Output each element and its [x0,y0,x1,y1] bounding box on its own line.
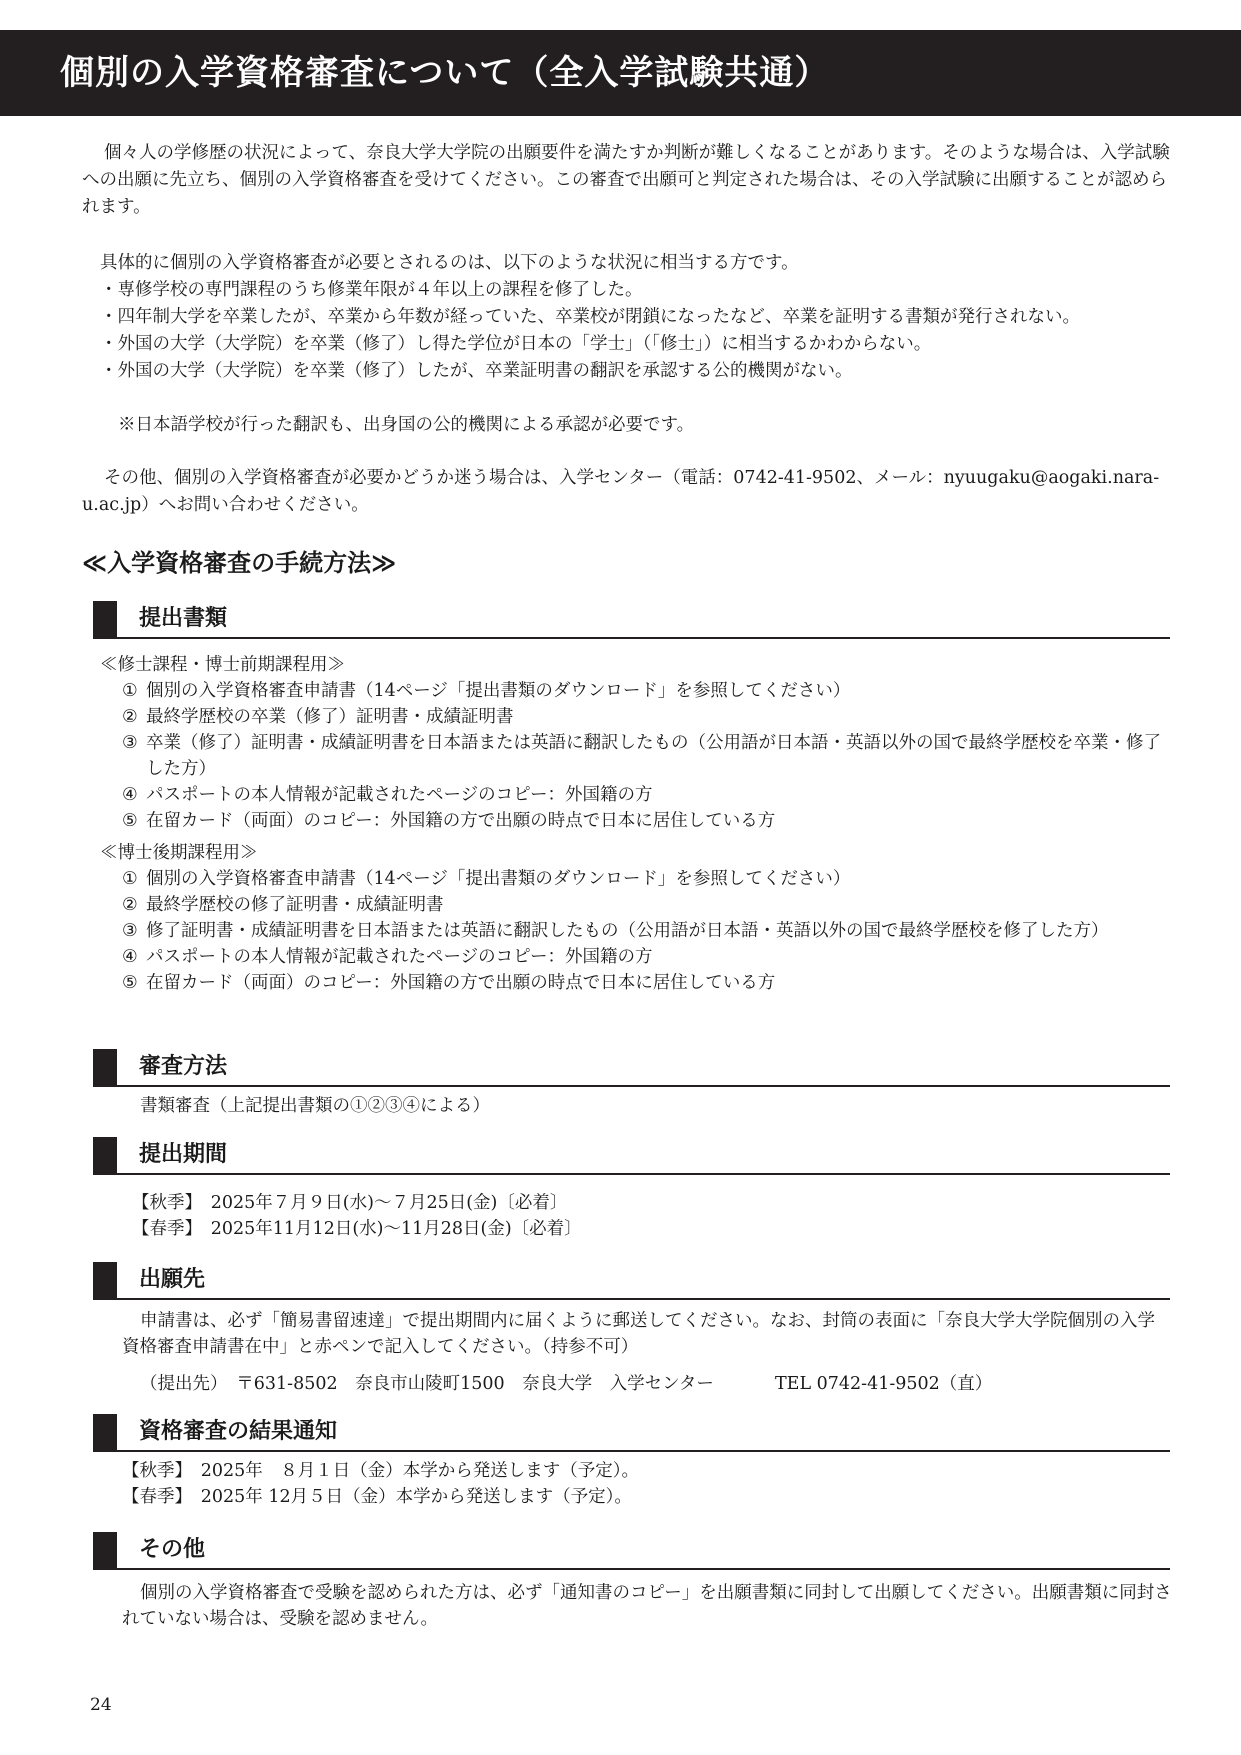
section-heading-other [93,1532,1170,1570]
doctor-course-label: ≪博士後期課程用≫ [100,843,258,863]
item-text: 卒業（修了）証明書・成績証明書を日本語または英語に翻訳したもの（公用語が日本語・英語以外の国で最終学歴校を卒業・修了した方） [146,733,1161,779]
section-heading-result [93,1414,1170,1452]
master-course-label: ≪修士課程・博士前期課程用≫ [100,655,345,675]
section-heading-label: 資格審査の結果通知 [139,1419,338,1444]
page-number: 24 [90,1695,112,1715]
destination-instructions: 申請書は、必ず「簡易書留速達」で提出期間内に届くように郵送してください。なお、封筒の表面に「奈良大学大学院個別の入学資格審査申請書在中」と赤ペンで記入してください。（持参不可） [122,1311,1155,1357]
list-item [122,866,1172,892]
destination-address: （提出先） 〒631-8502 奈良市山陵町1500 奈良大学 入学センター [140,1374,714,1394]
intro-paragraph: 個々人の学修歴の状況によって、奈良大学大学院の出願要件を満たすか判断が難しくなることがあります。そのような場合は、入学試験への出願に先立ち、個別の入学資格審査を受けてください。この審査で出願可と判定された場合は、その入学試験に出願することが認められます。 [82,143,1170,217]
section-heading-method [93,1049,1170,1087]
period-spring: 【春季】 2025年11月12日(水)～11月28日(金)〔必着〕 [132,1219,582,1239]
item-number: ③ [122,733,138,753]
condition-item: ・外国の大学（大学院）を卒業（修了）したが、卒業証明書の翻訳を承認する公的機関がない。 [100,361,853,381]
other-text: 個別の入学資格審査で受験を認められた方は、必ず「通知書のコピー」を出願書類に同封して出願してください。出願書類に同封されていない場合は、受験を認めません。 [122,1583,1172,1629]
item-number: ② [122,707,138,727]
result-autumn: 【秋季】 2025年 ８月１日（金）本学から発送します（予定）。 [122,1461,640,1481]
item-number: ③ [122,921,138,941]
section-heading-label: 審査方法 [139,1054,228,1079]
condition-item: ・外国の大学（大学院）を卒業（修了）し得た学位が日本の「学士」（「修士」）に相当するかわからない。 [100,334,932,354]
heading-marker [93,1532,117,1568]
item-number: ④ [122,947,138,967]
list-item [122,782,1172,808]
conditions-intro: 具体的に個別の入学資格審査が必要とされるのは、以下のような状況に相当する方です。 [100,253,799,273]
page-title: 個別の入学資格審査について（全入学試験共通） [0,30,1241,116]
item-text: 個別の入学資格審査申請書（14ページ「提出書類のダウンロード」を参照してください） [146,869,851,889]
master-documents-list [122,678,1172,834]
section-heading-label: その他 [139,1537,206,1562]
procedure-title: ≪入学資格審査の手続方法≫ [82,549,397,577]
list-item [122,970,1172,996]
item-text: 最終学歴校の卒業（修了）証明書・成績証明書 [146,707,514,727]
condition-item: ・専修学校の専門課程のうち修業年限が４年以上の課程を修了した。 [100,280,643,300]
item-number: ① [122,681,138,701]
list-item [122,892,1172,918]
item-number: ④ [122,785,138,805]
heading-marker [93,1049,117,1085]
method-text: 書類審査（上記提出書類の①②③④による） [140,1096,490,1116]
item-number: ① [122,869,138,889]
item-text: 個別の入学資格審査申請書（14ページ「提出書類のダウンロード」を参照してください） [146,681,851,701]
section-heading-label: 出願先 [139,1267,206,1292]
section-heading-destination [93,1262,1170,1300]
item-number: ⑤ [122,811,138,831]
item-text: 在留カード（両面）のコピー：外国籍の方で出願の時点で日本に居住している方 [146,811,776,831]
list-item [122,678,1172,704]
item-text: パスポートの本人情報が記載されたページのコピー：外国籍の方 [146,947,653,967]
item-text: 修了証明書・成績証明書を日本語または英語に翻訳したもの（公用語が日本語・英語以外の国で最終学歴校を修了した方） [146,921,1109,941]
list-item [122,730,1172,782]
item-number: ⑤ [122,973,138,993]
section-heading-label: 提出期間 [139,1142,228,1167]
list-item [122,944,1172,970]
destination-tel: TEL 0742-41-9502（直） [775,1374,993,1394]
conditions-list [100,277,1170,385]
period-autumn: 【秋季】 2025年７月９日(水)～７月25日(金)〔必着〕 [132,1193,568,1213]
doctor-documents-list [122,866,1172,996]
section-heading-label: 提出書類 [139,606,228,631]
item-number: ② [122,895,138,915]
section-heading-documents [93,601,1170,639]
list-item [122,808,1172,834]
condition-item: ・四年制大学を卒業したが、卒業から年数が経っていた、卒業校が閉鎖になったなど、卒業を証明する書類が発行されない。 [100,307,1080,327]
item-text: 最終学歴校の修了証明書・成績証明書 [146,895,444,915]
contact-paragraph: その他、個別の入学資格審査が必要かどうか迷う場合は、入学センター（電話：0742-41-9502、メール：nyuugaku@aogaki.nara-u.ac.jp）へお問い合わせください。 [82,468,1160,515]
translation-note: ※日本語学校が行った翻訳も、出身国の公的機関による承認が必要です。 [118,415,695,435]
result-spring: 【春季】 2025年 12月５日（金）本学から発送します（予定）。 [122,1487,632,1507]
heading-marker [93,1137,117,1173]
item-text: パスポートの本人情報が記載されたページのコピー：外国籍の方 [146,785,653,805]
item-text: 在留カード（両面）のコピー：外国籍の方で出願の時点で日本に居住している方 [146,973,776,993]
heading-marker [93,601,117,637]
section-heading-period [93,1137,1170,1175]
heading-marker [93,1414,117,1450]
heading-marker [93,1262,117,1298]
list-item [122,704,1172,730]
list-item [122,918,1172,944]
